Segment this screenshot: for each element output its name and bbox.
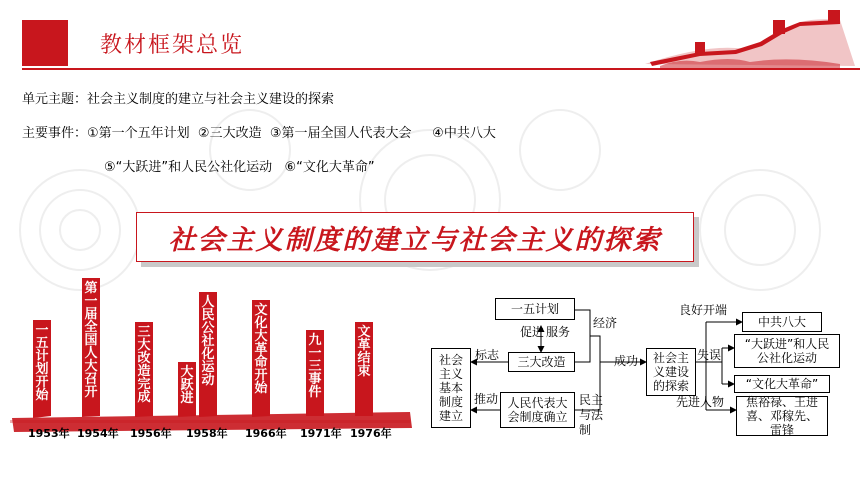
timeline-bar-label: 一五计划开始 bbox=[35, 323, 49, 403]
unit-theme-text: 社会主义制度的建立与社会主义建设的探索 bbox=[87, 92, 335, 107]
node-eighth-congress: 中共八大 bbox=[742, 312, 822, 332]
page-title: 教材框架总览 bbox=[100, 33, 245, 58]
header-accent-block bbox=[22, 20, 68, 66]
node-cultural-revolution: “文化大革命” bbox=[734, 375, 830, 393]
label-push: 推动 bbox=[474, 392, 499, 406]
timeline-year: 1956年 bbox=[130, 427, 172, 440]
label-serve: 服务 bbox=[546, 325, 571, 339]
main-events-label: 主要事件： bbox=[22, 126, 88, 141]
node-peoples-congress: 人民代表大会制度确立 bbox=[500, 392, 575, 428]
node-socialist-system: 社会主义基本制度建立 bbox=[431, 348, 471, 428]
label-mistake: 失误 bbox=[697, 348, 722, 362]
banner-title: 社会主义制度的建立与社会主义的探索 bbox=[168, 224, 662, 256]
node-five-year-plan: 一五计划 bbox=[495, 298, 575, 320]
unit-theme-label: 单元主题： bbox=[22, 92, 88, 107]
timeline-bar-label: 第一届全国人大召开 bbox=[84, 281, 98, 400]
node-advanced-figures: 焦裕禄、王进喜、邓稼先、雷锋 bbox=[736, 396, 828, 436]
header-divider bbox=[22, 68, 860, 70]
main-events-line1: ①第一个五年计划 ②三大改造 ③第一届全国人代表大会 ④中共八大 bbox=[87, 126, 496, 141]
timeline-bar-label: 人民公社化运动 bbox=[201, 295, 215, 388]
timeline-year: 1953年 bbox=[28, 427, 70, 440]
timeline-bar-label: 文革结束 bbox=[357, 325, 371, 379]
timeline-bar-label: 三大改造完成 bbox=[137, 325, 151, 405]
timeline-year: 1966年 bbox=[245, 427, 287, 440]
section-banner bbox=[136, 212, 694, 262]
timeline-bar-label: 大跃进 bbox=[180, 365, 194, 406]
timeline-bar-label: 文化大革命开始 bbox=[254, 303, 268, 396]
label-democracy: 民主与法制 bbox=[579, 393, 604, 437]
node-exploration: 社会主义建设的探索 bbox=[646, 348, 696, 396]
timeline-bar-label: 九一三事件 bbox=[308, 333, 322, 400]
label-sign: 标志 bbox=[475, 348, 500, 362]
great-wall-illustration bbox=[640, 6, 860, 68]
node-great-leap: “大跃进”和人民公社化运动 bbox=[734, 334, 840, 368]
timeline-year: 1954年 bbox=[77, 427, 119, 440]
timeline-year: 1958年 bbox=[186, 427, 228, 440]
timeline-year: 1971年 bbox=[300, 427, 342, 440]
timeline-year: 1976年 bbox=[350, 427, 392, 440]
label-advanced: 先进人物 bbox=[676, 395, 725, 409]
node-three-reforms: 三大改造 bbox=[508, 352, 575, 372]
main-events bbox=[22, 126, 496, 142]
timeline bbox=[0, 270, 420, 484]
main-events-line2: ⑤“大跃进”和人民公社化运动 ⑥“文化大革命” bbox=[104, 160, 375, 175]
unit-theme bbox=[22, 92, 334, 108]
label-good-start: 良好开端 bbox=[679, 303, 728, 317]
label-promote: 促进 bbox=[520, 325, 545, 339]
label-success: 成功 bbox=[614, 354, 639, 368]
label-economy: 经济 bbox=[593, 316, 618, 330]
